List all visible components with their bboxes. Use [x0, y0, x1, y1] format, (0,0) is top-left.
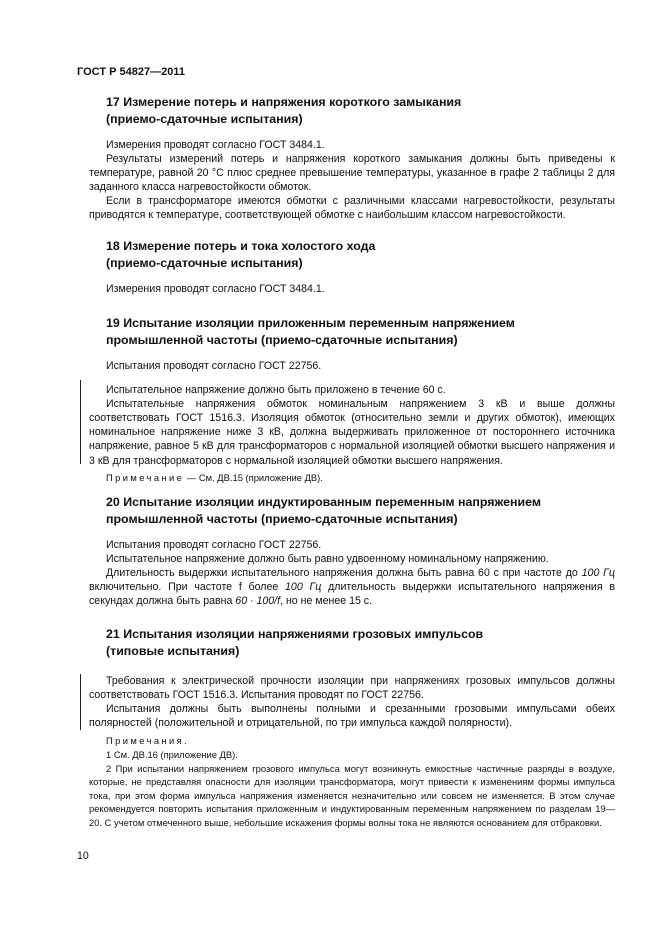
section-19-note — [89, 471, 615, 485]
section-21-paragraph-1: Требования к электрической прочности изоляции при напряжениях грозовых импульсов должны соответствовать ГОСТ 1516.3. Испытания проводят по ГОСТ 22756. — [89, 675, 615, 702]
section-21-title — [106, 626, 626, 660]
section-21-note-2: 2 При испытании напряжением грозового импульса могут возникнуть емкостные частичные разряды в воздухе, которые, не представляя опасности для изоляции трансформатора, могут привести к изменениям формы импульса тока, при этом форма импульса напряжения изменяется незначительно или совсем не изменяется. В этом случае рекомендуется повторить испытания приложенным и индуктированным переменным напряжением по разделам 19—20. С учетом отмеченного выше, небольшие искажения формы волны тока не являются основанием для отбраковки. — [89, 762, 615, 828]
section-18-title-line-2: (приемо-сдаточные испытания) — [106, 256, 303, 270]
change-bar — [80, 380, 81, 464]
section-17-paragraph-2: Результаты измерений потерь и напряжения короткого замыкания должны быть приведены к температуре, равной 20 °С плюс среднее превышение температуры, указанное в графе 2 таблицы 2 для заданного класса нагревостойкости обмоток. — [89, 153, 615, 194]
section-19-title-line-1: 19 Испытание изоляции приложенным переменным напряжением — [106, 316, 515, 330]
section-17-title-line-1: 17 Измерение потерь и напряжения короткого замыкания — [106, 95, 462, 109]
section-19-title-line-2: промышленной частоты (приемо-сдаточные испытания) — [106, 333, 458, 347]
document-code: ГОСТ Р 54827—2011 — [77, 66, 185, 78]
section-18 — [0, 238, 661, 296]
note-text: — См. ДВ.15 (приложение ДВ). — [184, 471, 323, 483]
section-20 — [0, 494, 661, 608]
change-bar — [80, 674, 81, 730]
section-20-paragraph-3 — [89, 566, 615, 608]
section-19-paragraph-2: Испытательное напряжение должно быть приложено в течение 60 с. — [106, 384, 446, 397]
section-17-title-line-2: (приемо-сдаточные испытания) — [106, 112, 303, 126]
section-21 — [0, 626, 661, 830]
section-20-title — [106, 494, 626, 528]
text-run: включительно. При частоте f более — [89, 581, 286, 594]
frequency-value: 100 Гц — [285, 581, 322, 594]
section-20-title-line-1: 20 Испытание изоляции индуктированным переменным напряжением — [106, 495, 542, 509]
section-19-paragraph-1: Испытания проводят согласно ГОСТ 22756. — [106, 360, 322, 372]
section-18-title — [106, 238, 626, 272]
section-21-title-line-2: (типовые испытания) — [106, 644, 240, 658]
section-20-paragraph-2: Испытательное напряжение должно быть равно удвоенному номинальному напряжению. — [106, 553, 549, 566]
section-21-notes-label: Примечания. — [106, 735, 190, 747]
section-21-note-1: 1 См. ДВ.16 (приложение ДВ). — [106, 748, 238, 760]
section-20-paragraph-1: Испытания проводят согласно ГОСТ 22756. — [106, 539, 322, 551]
text-run: Длительность выдержки испытательного напряжения должна быть равна 60 с при частоте до — [106, 567, 582, 580]
frequency-value: 100 Гц — [581, 567, 615, 580]
section-19 — [0, 315, 661, 484]
section-17-paragraph-1: Измерения проводят согласно ГОСТ 3484.1. — [106, 139, 325, 151]
duration-formula: 60 · 100/f — [235, 595, 281, 608]
page-number: 10 — [77, 850, 89, 862]
note-label: Примечание — [106, 471, 185, 483]
text-run: , но не менее 15 с. — [280, 595, 373, 608]
section-19-title — [106, 315, 626, 349]
section-20-title-line-2: промышленной частоты (приемо-сдаточные испытания) — [106, 512, 458, 526]
section-18-paragraph-1: Измерения проводят согласно ГОСТ 3484.1. — [106, 283, 325, 295]
section-19-paragraph-3: Испытательные напряжения обмоток номинальным напряжением 3 кВ и выше должны соответствовать ГОСТ 1516.3. Изоляция обмоток (относительно земли и других обмоток), имеющих номинальное напряжение ниже 3 кВ, должна выдерживать приложенное от постороннего источника напряжение, равное 5 кВ для трансформаторов с нормальной изоляцией обмотки высшего напряжения и 3 кВ для трансформаторов с нормальной изоляцией обмотки высшего напряжения. — [89, 398, 615, 467]
section-17-title — [106, 94, 626, 128]
text-run: длительность выдержки испытательного напряжения в секундах должна быть равна — [89, 581, 615, 608]
section-21-title-line-1: 21 Испытания изоляции напряжениями грозовых импульсов — [106, 627, 484, 641]
section-21-paragraph-2: Испытания должны быть выполнены полными и срезанными грозовыми импульсами обеих полярностей (положительной и отрицательной, по три импульса каждой полярности). — [89, 703, 615, 730]
section-17 — [0, 94, 661, 223]
section-18-title-line-1: 18 Измерение потерь и тока холостого хода — [106, 239, 376, 253]
section-17-paragraph-3: Если в трансформаторе имеются обмотки с различными классами нагревостойкости, результаты приводятся к температуре, соответствующей обмотке с наибольшим классом нагревостойкости. — [89, 195, 615, 222]
